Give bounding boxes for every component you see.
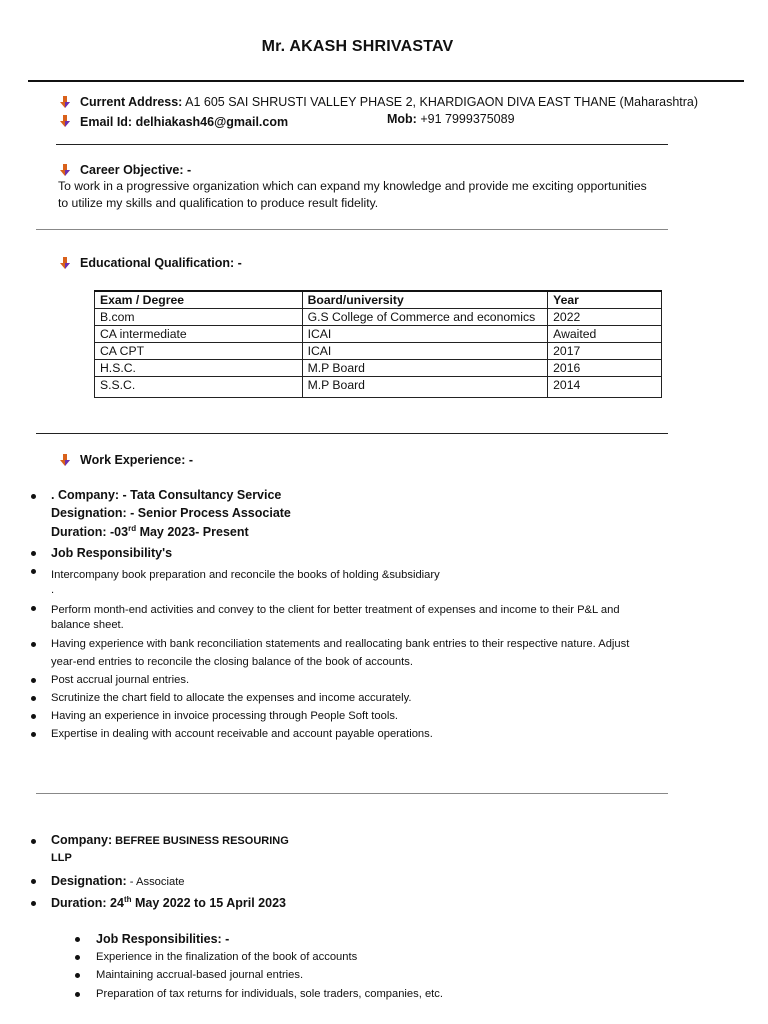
table-row [95,326,662,343]
list-item: Preparation of tax returns for individuals, sole traders, companies, etc. [96,988,443,1000]
education-divider [36,433,668,434]
career-objective-text [58,178,647,212]
year-cell: 2022 [548,309,662,326]
bullet-icon [31,901,36,906]
bullet-icon [31,696,36,701]
mobile [387,112,515,126]
bullet-icon [75,992,80,997]
bullet-icon [31,551,36,556]
board-cell: ICAI [302,326,548,343]
duration-text: Duration: 24 [51,896,124,911]
job2-company [51,833,289,847]
table-row [95,309,662,326]
arrow-bullet-icon [58,453,72,467]
address-value: A1 605 SAI SHRUSTI VALLEY PHASE 2, KHARDIGAON DIVA EAST THANE (Maharashtra) [182,95,699,109]
work-experience-heading: Work Experience: - [80,453,194,467]
objective-divider [36,229,668,230]
job2-responsibility-heading: Job Responsibilities: - [96,932,230,946]
job2-duration [51,895,286,910]
table-header-row [95,291,662,309]
objective-line: to utilize my skills and qualification to produce result fidelity. [58,196,379,210]
column-header: Exam / Degree [95,291,303,309]
job-divider [36,793,668,794]
board-cell: M.P Board [302,360,548,377]
bullet-icon [31,569,36,574]
exam-cell: CA CPT [95,343,303,360]
job2-designation [51,874,185,888]
table-row [95,343,662,360]
bullet-icon [31,839,36,844]
list-item: Scrutinize the chart field to allocate the expenses and income accurately. [51,692,412,704]
job2-company-suffix: LLP [51,852,72,864]
arrow-bullet-icon [58,114,72,128]
mobile-value: +91 7999375089 [416,112,515,126]
bullet-icon [31,642,36,647]
list-item: balance sheet. [51,619,124,631]
job1-designation: Designation: - Senior Process Associate [51,506,291,520]
designation-value: - Associate [126,876,185,888]
education-heading: Educational Qualification: - [80,256,242,270]
header-divider [28,80,744,82]
table-row [95,360,662,377]
year-cell: 2017 [548,343,662,360]
job1-company: . Company: - Tata Consultancy Service [51,488,282,502]
list-item: Having experience with bank reconciliation statements and reallocating bank entries to their respective nature. Adjust [51,638,630,650]
bullet-icon [75,937,80,942]
bullet-icon [31,732,36,737]
column-header: Year [548,291,662,309]
duration-superscript: th [123,895,132,904]
exam-cell: S.S.C. [95,377,303,398]
table-row [95,377,662,398]
duration-text: Duration: -03 [51,525,129,540]
year-cell: 2016 [548,360,662,377]
list-item: Post accrual journal entries. [51,674,190,686]
bullet-icon [31,678,36,683]
arrow-bullet-icon [58,256,72,270]
bullet-icon [31,879,36,884]
column-header: Board/university [302,291,548,309]
current-address [80,95,698,109]
arrow-bullet-icon [58,95,72,109]
job1-duration [51,524,249,539]
job1-responsibility-heading: Job Responsibility's [51,546,173,560]
list-item: Intercompany book preparation and reconcile the books of holding &subsidiary [51,569,440,581]
list-item: Expertise in dealing with account receivable and account payable operations. [51,728,433,740]
board-cell: M.P Board [302,377,548,398]
objective-line: To work in a progressive organization which can expand my knowledge and provide me exciting opportunities [58,179,647,193]
bullet-icon [31,714,36,719]
bullet-icon [75,955,80,960]
bullet-icon [31,494,36,499]
list-item: . [51,584,55,596]
mobile-label: Mob: [387,112,417,126]
list-item: Maintaining accrual-based journal entries. [96,969,304,981]
year-cell: 2014 [548,377,662,398]
duration-text: May 2023- Present [136,525,249,540]
arrow-bullet-icon [58,163,72,177]
bullet-icon [75,973,80,978]
list-item: Perform month-end activities and convey to the client for better treatment of expenses and income to their P&L and [51,604,620,616]
email-label: Email Id: [80,115,133,129]
year-cell: Awaited [548,326,662,343]
email-value[interactable]: delhiakash46@gmail.com [132,115,289,129]
company-label: Company: [51,833,113,847]
education-table [94,290,662,398]
list-item: Experience in the finalization of the book of accounts [96,951,358,963]
company-value: BEFREE BUSINESS RESOURING [112,835,289,847]
exam-cell: CA intermediate [95,326,303,343]
list-item: Having an experience in invoice processing through People Soft tools. [51,710,399,722]
address-label: Current Address: [80,95,183,109]
list-item: year-end entries to reconcile the closing balance of the book of accounts. [51,656,413,668]
board-cell: G.S College of Commerce and economics [302,309,548,326]
contact-divider [56,144,668,145]
exam-cell: H.S.C. [95,360,303,377]
email [80,115,288,129]
career-objective-heading: Career Objective: - [80,163,192,177]
exam-cell: B.com [95,309,303,326]
designation-label: Designation: [51,874,127,888]
board-cell: ICAI [302,343,548,360]
bullet-icon [31,606,36,611]
duration-superscript: rd [128,524,137,533]
duration-text: May 2022 to 15 April 2023 [131,896,286,911]
candidate-name: Mr. AKASH SHRIVASTAV [261,38,454,55]
